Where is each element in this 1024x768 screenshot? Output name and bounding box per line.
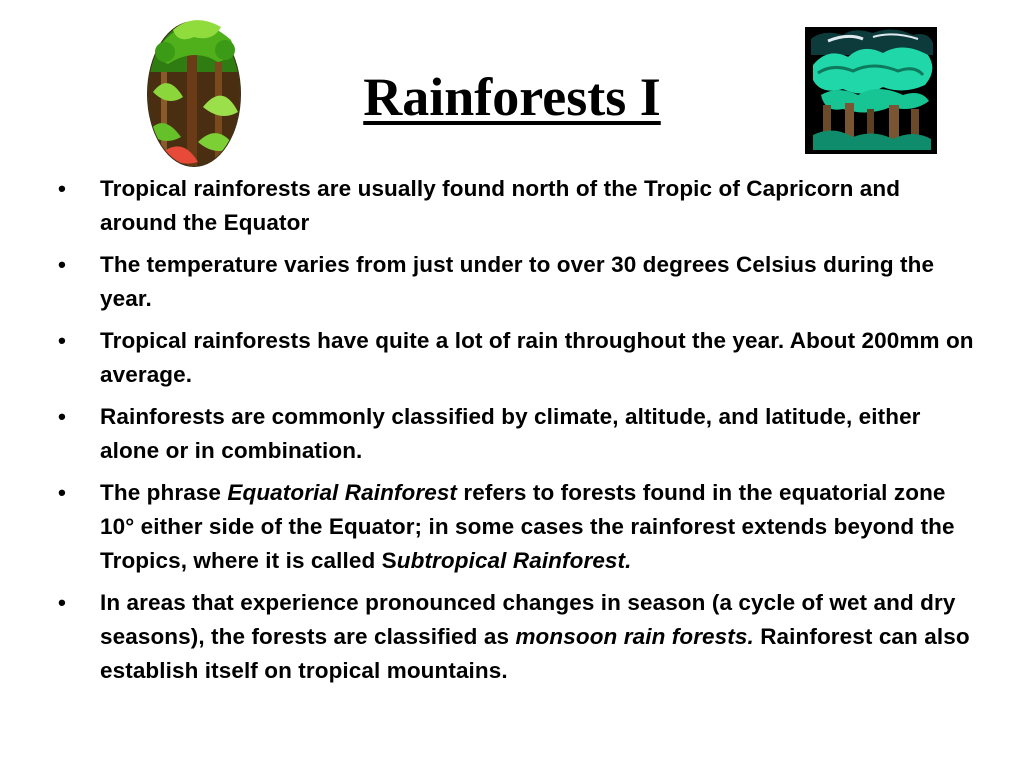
bullet-marker: • xyxy=(58,252,66,277)
bullet-text-italic: ubtropical Rainforest. xyxy=(396,548,632,573)
bullet-text: Rainforests are commonly classified by climate, altitude, and latitude, either alone or in combination. xyxy=(100,404,921,463)
bullet-item xyxy=(58,248,978,316)
slide-title: Rainforests I xyxy=(363,67,661,127)
bullet-list xyxy=(58,172,978,696)
bullet-text: Tropical rainforests are usually found north of the Tropic of Capricorn and around the Equator xyxy=(100,176,901,235)
bullet-text-italic: monsoon rain forests. xyxy=(515,624,754,649)
bullet-text-italic: Equatorial Rainforest xyxy=(227,480,458,505)
forest-trees-image xyxy=(803,25,939,156)
bullet-item xyxy=(58,324,978,392)
bullet-marker: • xyxy=(58,480,66,505)
bullet-item xyxy=(58,586,978,688)
bullet-text: Rainforest can also establish itself on tropical mountains. xyxy=(100,624,970,683)
bullet-text: The temperature varies from just under to over 30 degrees Celsius during the year. xyxy=(100,252,935,311)
bullet-marker: • xyxy=(58,590,66,615)
bullet-item xyxy=(58,476,978,578)
bullet-text: Tropical rainforests have quite a lot of rain throughout the year. About 200mm on average. xyxy=(100,328,974,387)
bullet-marker: • xyxy=(58,404,66,429)
bullet-text: In areas that experience pronounced changes in season (a cycle of wet and dry seasons), the forests are classified as xyxy=(100,590,956,649)
bullet-text: refers to forests found in the equatorial zone 10° either side of the Equator; in some cases the rainforest extends beyond the Tropics, where it is called S xyxy=(100,480,955,573)
bullet-marker: • xyxy=(58,328,66,353)
bullet-item xyxy=(58,400,978,468)
bullet-marker: • xyxy=(58,176,66,201)
bullet-text: The phrase xyxy=(100,480,228,505)
bullet-item xyxy=(58,172,978,240)
